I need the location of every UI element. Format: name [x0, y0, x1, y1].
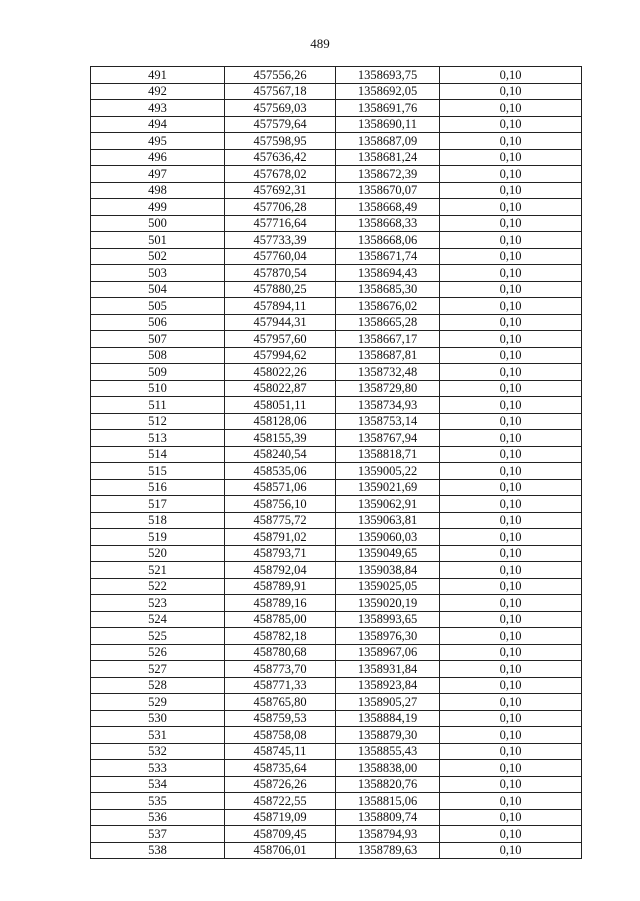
x-coordinate-cell: 457716,64 [225, 215, 336, 232]
table-row [91, 479, 582, 496]
accuracy-cell: 0,10 [440, 677, 582, 694]
point-number-cell: 502 [91, 248, 225, 265]
table-row [91, 644, 582, 661]
x-coordinate-cell: 458706,01 [225, 842, 336, 859]
y-coordinate-cell: 1359063,81 [336, 512, 440, 529]
x-coordinate-cell: 458722,55 [225, 793, 336, 810]
accuracy-cell: 0,10 [440, 463, 582, 480]
point-number-cell: 508 [91, 347, 225, 364]
table-row [91, 826, 582, 843]
table-row [91, 83, 582, 100]
accuracy-cell: 0,10 [440, 298, 582, 315]
table-row [91, 265, 582, 282]
table-row [91, 743, 582, 760]
accuracy-cell: 0,10 [440, 199, 582, 216]
x-coordinate-cell: 457556,26 [225, 67, 336, 84]
point-number-cell: 492 [91, 83, 225, 100]
y-coordinate-cell: 1358767,94 [336, 430, 440, 447]
x-coordinate-cell: 458051,11 [225, 397, 336, 414]
accuracy-cell: 0,10 [440, 347, 582, 364]
accuracy-cell: 0,10 [440, 628, 582, 645]
x-coordinate-cell: 457760,04 [225, 248, 336, 265]
y-coordinate-cell: 1358855,43 [336, 743, 440, 760]
y-coordinate-cell: 1358923,84 [336, 677, 440, 694]
table-row [91, 628, 582, 645]
x-coordinate-cell: 458775,72 [225, 512, 336, 529]
x-coordinate-cell: 458756,10 [225, 496, 336, 513]
x-coordinate-cell: 458789,91 [225, 578, 336, 595]
point-number-cell: 501 [91, 232, 225, 249]
y-coordinate-cell: 1359021,69 [336, 479, 440, 496]
accuracy-cell: 0,10 [440, 710, 582, 727]
y-coordinate-cell: 1359005,22 [336, 463, 440, 480]
point-number-cell: 515 [91, 463, 225, 480]
accuracy-cell: 0,10 [440, 149, 582, 166]
point-number-cell: 536 [91, 809, 225, 826]
point-number-cell: 503 [91, 265, 225, 282]
y-coordinate-cell: 1358734,93 [336, 397, 440, 414]
y-coordinate-cell: 1359062,91 [336, 496, 440, 513]
table-row [91, 496, 582, 513]
table-row [91, 100, 582, 117]
page-number: 489 [310, 36, 330, 51]
table-row [91, 694, 582, 711]
point-number-cell: 535 [91, 793, 225, 810]
table-row [91, 463, 582, 480]
x-coordinate-cell: 458785,00 [225, 611, 336, 628]
x-coordinate-cell: 457994,62 [225, 347, 336, 364]
y-coordinate-cell: 1358838,00 [336, 760, 440, 777]
coordinates-table [90, 66, 582, 859]
accuracy-cell: 0,10 [440, 413, 582, 430]
table-row [91, 562, 582, 579]
point-number-cell: 523 [91, 595, 225, 612]
table-row [91, 331, 582, 348]
table-row [91, 232, 582, 249]
accuracy-cell: 0,10 [440, 182, 582, 199]
point-number-cell: 516 [91, 479, 225, 496]
table-row [91, 347, 582, 364]
accuracy-cell: 0,10 [440, 496, 582, 513]
x-coordinate-cell: 457678,02 [225, 166, 336, 183]
point-number-cell: 506 [91, 314, 225, 331]
y-coordinate-cell: 1358879,30 [336, 727, 440, 744]
x-coordinate-cell: 458773,70 [225, 661, 336, 678]
point-number-cell: 537 [91, 826, 225, 843]
accuracy-cell: 0,10 [440, 644, 582, 661]
accuracy-cell: 0,10 [440, 793, 582, 810]
y-coordinate-cell: 1359060,03 [336, 529, 440, 546]
x-coordinate-cell: 458789,16 [225, 595, 336, 612]
table-row [91, 793, 582, 810]
point-number-cell: 495 [91, 133, 225, 150]
point-number-cell: 528 [91, 677, 225, 694]
table-row [91, 298, 582, 315]
accuracy-cell: 0,10 [440, 562, 582, 579]
x-coordinate-cell: 458765,80 [225, 694, 336, 711]
y-coordinate-cell: 1359049,65 [336, 545, 440, 562]
accuracy-cell: 0,10 [440, 166, 582, 183]
accuracy-cell: 0,10 [440, 760, 582, 777]
point-number-cell: 511 [91, 397, 225, 414]
point-number-cell: 493 [91, 100, 225, 117]
point-number-cell: 499 [91, 199, 225, 216]
accuracy-cell: 0,10 [440, 727, 582, 744]
y-coordinate-cell: 1358671,74 [336, 248, 440, 265]
table-row [91, 413, 582, 430]
y-coordinate-cell: 1358967,06 [336, 644, 440, 661]
table-row [91, 661, 582, 678]
accuracy-cell: 0,10 [440, 826, 582, 843]
table-row [91, 133, 582, 150]
point-number-cell: 527 [91, 661, 225, 678]
y-coordinate-cell: 1358692,05 [336, 83, 440, 100]
point-number-cell: 491 [91, 67, 225, 84]
y-coordinate-cell: 1358993,65 [336, 611, 440, 628]
x-coordinate-cell: 458792,04 [225, 562, 336, 579]
x-coordinate-cell: 457579,64 [225, 116, 336, 133]
table-row [91, 149, 582, 166]
y-coordinate-cell: 1358729,80 [336, 380, 440, 397]
y-coordinate-cell: 1358753,14 [336, 413, 440, 430]
point-number-cell: 534 [91, 776, 225, 793]
y-coordinate-cell: 1358672,39 [336, 166, 440, 183]
y-coordinate-cell: 1358670,07 [336, 182, 440, 199]
point-number-cell: 509 [91, 364, 225, 381]
accuracy-cell: 0,10 [440, 232, 582, 249]
y-coordinate-cell: 1358690,11 [336, 116, 440, 133]
accuracy-cell: 0,10 [440, 479, 582, 496]
x-coordinate-cell: 457598,95 [225, 133, 336, 150]
y-coordinate-cell: 1358931,84 [336, 661, 440, 678]
x-coordinate-cell: 458022,87 [225, 380, 336, 397]
point-number-cell: 530 [91, 710, 225, 727]
x-coordinate-cell: 458791,02 [225, 529, 336, 546]
x-coordinate-cell: 457957,60 [225, 331, 336, 348]
point-number-cell: 532 [91, 743, 225, 760]
accuracy-cell: 0,10 [440, 133, 582, 150]
point-number-cell: 517 [91, 496, 225, 513]
point-number-cell: 498 [91, 182, 225, 199]
x-coordinate-cell: 457880,25 [225, 281, 336, 298]
point-number-cell: 538 [91, 842, 225, 859]
y-coordinate-cell: 1358668,06 [336, 232, 440, 249]
y-coordinate-cell: 1358681,24 [336, 149, 440, 166]
point-number-cell: 514 [91, 446, 225, 463]
point-number-cell: 519 [91, 529, 225, 546]
accuracy-cell: 0,10 [440, 842, 582, 859]
point-number-cell: 513 [91, 430, 225, 447]
accuracy-cell: 0,10 [440, 661, 582, 678]
accuracy-cell: 0,10 [440, 743, 582, 760]
x-coordinate-cell: 457733,39 [225, 232, 336, 249]
table-row [91, 281, 582, 298]
table-row [91, 809, 582, 826]
point-number-cell: 507 [91, 331, 225, 348]
accuracy-cell: 0,10 [440, 809, 582, 826]
x-coordinate-cell: 458128,06 [225, 413, 336, 430]
accuracy-cell: 0,10 [440, 364, 582, 381]
y-coordinate-cell: 1358667,17 [336, 331, 440, 348]
x-coordinate-cell: 458793,71 [225, 545, 336, 562]
accuracy-cell: 0,10 [440, 776, 582, 793]
table-row [91, 760, 582, 777]
point-number-cell: 526 [91, 644, 225, 661]
point-number-cell: 497 [91, 166, 225, 183]
coordinates-table-body [91, 67, 582, 859]
y-coordinate-cell: 1358687,09 [336, 133, 440, 150]
accuracy-cell: 0,10 [440, 512, 582, 529]
y-coordinate-cell: 1358694,43 [336, 265, 440, 282]
y-coordinate-cell: 1358789,63 [336, 842, 440, 859]
x-coordinate-cell: 458719,09 [225, 809, 336, 826]
table-row [91, 67, 582, 84]
table-row [91, 199, 582, 216]
point-number-cell: 524 [91, 611, 225, 628]
point-number-cell: 531 [91, 727, 225, 744]
accuracy-cell: 0,10 [440, 446, 582, 463]
accuracy-cell: 0,10 [440, 100, 582, 117]
table-row [91, 776, 582, 793]
x-coordinate-cell: 458758,08 [225, 727, 336, 744]
accuracy-cell: 0,10 [440, 529, 582, 546]
table-row [91, 842, 582, 859]
y-coordinate-cell: 1358732,48 [336, 364, 440, 381]
x-coordinate-cell: 458780,68 [225, 644, 336, 661]
y-coordinate-cell: 1358976,30 [336, 628, 440, 645]
y-coordinate-cell: 1358668,33 [336, 215, 440, 232]
table-row [91, 512, 582, 529]
point-number-cell: 533 [91, 760, 225, 777]
point-number-cell: 504 [91, 281, 225, 298]
accuracy-cell: 0,10 [440, 281, 582, 298]
point-number-cell: 505 [91, 298, 225, 315]
x-coordinate-cell: 458726,26 [225, 776, 336, 793]
point-number-cell: 510 [91, 380, 225, 397]
table-row [91, 364, 582, 381]
accuracy-cell: 0,10 [440, 595, 582, 612]
accuracy-cell: 0,10 [440, 331, 582, 348]
point-number-cell: 522 [91, 578, 225, 595]
accuracy-cell: 0,10 [440, 265, 582, 282]
accuracy-cell: 0,10 [440, 116, 582, 133]
x-coordinate-cell: 457636,42 [225, 149, 336, 166]
table-row [91, 248, 582, 265]
table-row [91, 595, 582, 612]
table-row [91, 314, 582, 331]
point-number-cell: 521 [91, 562, 225, 579]
table-row [91, 116, 582, 133]
accuracy-cell: 0,10 [440, 578, 582, 595]
y-coordinate-cell: 1358884,19 [336, 710, 440, 727]
point-number-cell: 525 [91, 628, 225, 645]
table-row [91, 727, 582, 744]
table-row [91, 578, 582, 595]
accuracy-cell: 0,10 [440, 430, 582, 447]
table-row [91, 380, 582, 397]
table-row [91, 710, 582, 727]
table-row [91, 677, 582, 694]
accuracy-cell: 0,10 [440, 67, 582, 84]
x-coordinate-cell: 458155,39 [225, 430, 336, 447]
accuracy-cell: 0,10 [440, 83, 582, 100]
point-number-cell: 512 [91, 413, 225, 430]
x-coordinate-cell: 457706,28 [225, 199, 336, 216]
point-number-cell: 518 [91, 512, 225, 529]
y-coordinate-cell: 1358820,76 [336, 776, 440, 793]
y-coordinate-cell: 1359020,19 [336, 595, 440, 612]
point-number-cell: 520 [91, 545, 225, 562]
y-coordinate-cell: 1358685,30 [336, 281, 440, 298]
y-coordinate-cell: 1358815,06 [336, 793, 440, 810]
accuracy-cell: 0,10 [440, 314, 582, 331]
table-row [91, 529, 582, 546]
table-row [91, 182, 582, 199]
table-row [91, 446, 582, 463]
x-coordinate-cell: 457894,11 [225, 298, 336, 315]
point-number-cell: 529 [91, 694, 225, 711]
point-number-cell: 496 [91, 149, 225, 166]
y-coordinate-cell: 1358687,81 [336, 347, 440, 364]
y-coordinate-cell: 1358905,27 [336, 694, 440, 711]
x-coordinate-cell: 457870,54 [225, 265, 336, 282]
x-coordinate-cell: 458571,06 [225, 479, 336, 496]
table-row [91, 611, 582, 628]
accuracy-cell: 0,10 [440, 545, 582, 562]
x-coordinate-cell: 458745,11 [225, 743, 336, 760]
accuracy-cell: 0,10 [440, 380, 582, 397]
x-coordinate-cell: 458735,64 [225, 760, 336, 777]
x-coordinate-cell: 458535,06 [225, 463, 336, 480]
x-coordinate-cell: 457569,03 [225, 100, 336, 117]
y-coordinate-cell: 1358676,02 [336, 298, 440, 315]
y-coordinate-cell: 1359025,05 [336, 578, 440, 595]
y-coordinate-cell: 1358794,93 [336, 826, 440, 843]
x-coordinate-cell: 457692,31 [225, 182, 336, 199]
x-coordinate-cell: 457944,31 [225, 314, 336, 331]
point-number-cell: 500 [91, 215, 225, 232]
table-row [91, 166, 582, 183]
x-coordinate-cell: 458782,18 [225, 628, 336, 645]
y-coordinate-cell: 1358693,75 [336, 67, 440, 84]
table-row [91, 545, 582, 562]
y-coordinate-cell: 1358691,76 [336, 100, 440, 117]
x-coordinate-cell: 457567,18 [225, 83, 336, 100]
table-row [91, 430, 582, 447]
point-number-cell: 494 [91, 116, 225, 133]
table-row [91, 215, 582, 232]
x-coordinate-cell: 458022,26 [225, 364, 336, 381]
x-coordinate-cell: 458771,33 [225, 677, 336, 694]
x-coordinate-cell: 458759,53 [225, 710, 336, 727]
y-coordinate-cell: 1359038,84 [336, 562, 440, 579]
y-coordinate-cell: 1358818,71 [336, 446, 440, 463]
y-coordinate-cell: 1358665,28 [336, 314, 440, 331]
accuracy-cell: 0,10 [440, 215, 582, 232]
x-coordinate-cell: 458709,45 [225, 826, 336, 843]
table-row [91, 397, 582, 414]
accuracy-cell: 0,10 [440, 397, 582, 414]
accuracy-cell: 0,10 [440, 611, 582, 628]
accuracy-cell: 0,10 [440, 694, 582, 711]
accuracy-cell: 0,10 [440, 248, 582, 265]
y-coordinate-cell: 1358809,74 [336, 809, 440, 826]
y-coordinate-cell: 1358668,49 [336, 199, 440, 216]
x-coordinate-cell: 458240,54 [225, 446, 336, 463]
